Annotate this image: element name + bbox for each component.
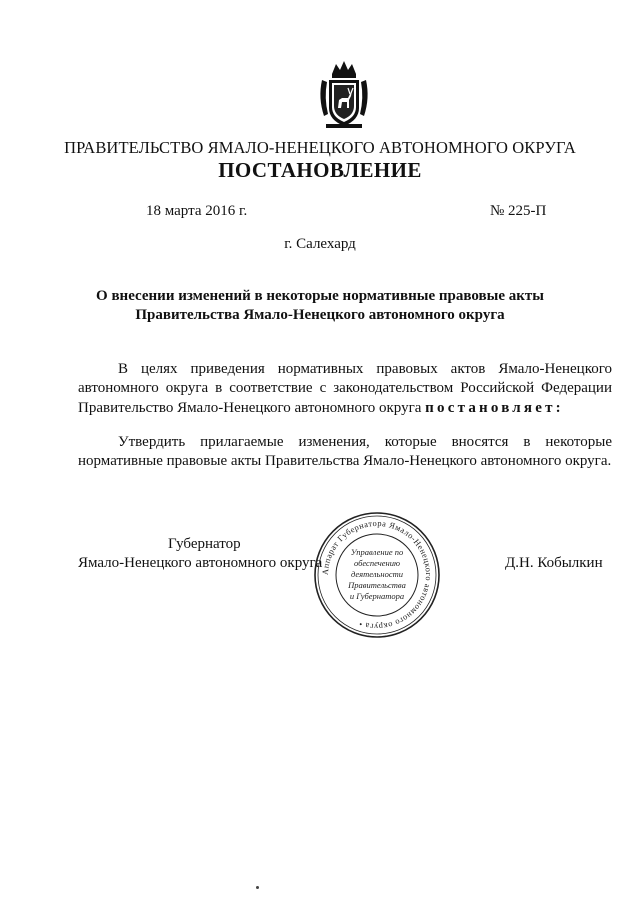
organization-title: ПРАВИТЕЛЬСТВО ЯМАЛО-НЕНЕЦКОГО АВТОНОМНОГО ОКРУГА (64, 138, 576, 157)
official-seal-stamp (312, 510, 442, 640)
document-number: № 225-П (490, 203, 547, 219)
document-subject (0, 287, 640, 325)
seal-line-4: Правительства (348, 580, 406, 590)
paragraph-1-text: В целях приведения нормативных правовых актов Ямало-Ненецкого автономного округа в соответствие с законодательством Российской Федерации Правительство Ямало-Ненецкого автономного округа (78, 361, 612, 416)
signatory-title: Губернатор (168, 536, 241, 552)
coat-of-arms-emblem (318, 58, 370, 130)
document-city: г. Салехард (284, 236, 356, 252)
seal-line-3: деятельности (350, 569, 404, 579)
subject-line-2: Правительства Ямало-Ненецкого автономного округа (135, 307, 505, 323)
seal-line-1: Управление по (350, 547, 404, 557)
signatory-organization: Ямало-Ненецкого автономного округа (78, 555, 323, 571)
signatory-name: Д.Н. Кобылкин (505, 555, 603, 571)
document-date: 18 марта 2016 г. (146, 203, 248, 219)
body-paragraph-2: Утвердить прилагаемые изменения, которые вносятся в некоторые нормативные правовые акты Правительства Ямало-Ненецкого автономного округа. (78, 434, 612, 470)
svg-text:Аппарат Губернатора Ямало-Нене: Аппарат Губернатора Ямало-Ненецкого автономного округа • (320, 518, 434, 632)
body-paragraph-1 (78, 360, 612, 418)
document-type: ПОСТАНОВЛЕНИЕ (218, 158, 422, 182)
subject-line-1: О внесении изменений в некоторые нормативные правовые акты (96, 288, 544, 304)
resolution-keyword: постановляет: (425, 399, 564, 416)
seal-line-2: обеспечению (353, 558, 401, 568)
seal-line-5: и Губернатора (349, 591, 405, 601)
page-mark-dot (256, 886, 259, 889)
